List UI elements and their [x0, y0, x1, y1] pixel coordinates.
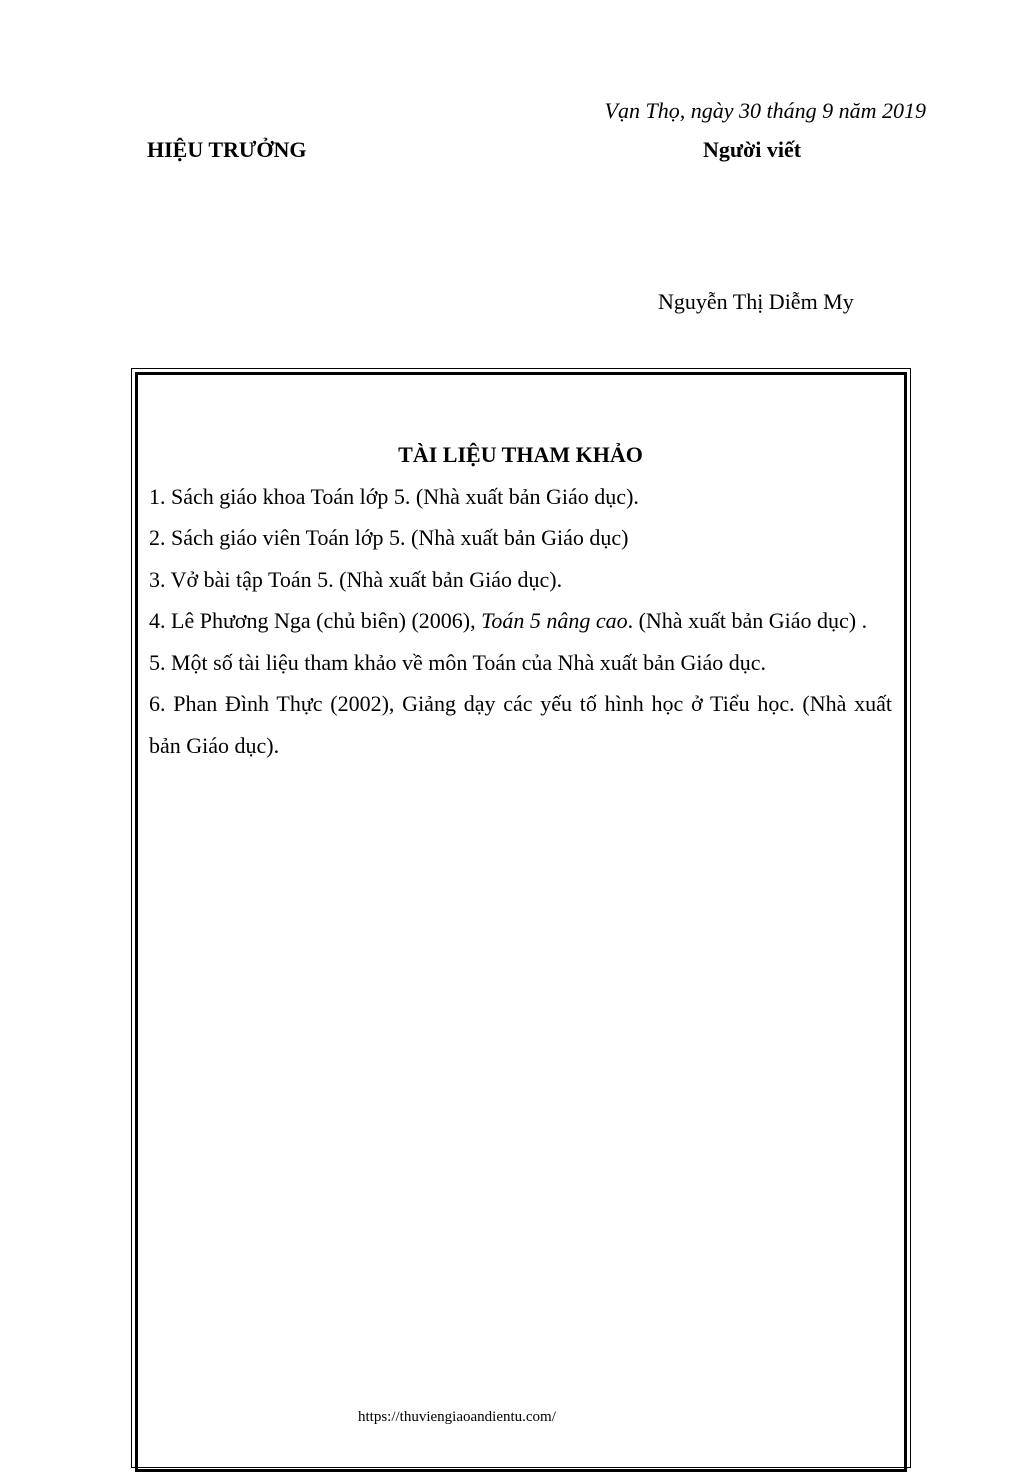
references-title: TÀI LIỆU THAM KHẢO — [398, 442, 643, 467]
reference-item-6: 6. Phan Đình Thực (2002), Giảng dạy các yếu tố hình học ở Tiểu học. (Nhà xuất bản Giáo dục). — [149, 691, 892, 758]
reference-item-2: 2. Sách giáo viên Toán lớp 5. (Nhà xuất bản Giáo dục) — [149, 525, 629, 550]
references-section — [149, 434, 892, 766]
reference-item-5: 5. Một số tài liệu tham khảo về môn Toán của Nhà xuất bản Giáo dục. — [149, 649, 766, 675]
principal-title: HIỆU TRƯỞNG — [147, 137, 307, 162]
reference-item-4 — [149, 600, 892, 642]
writer-title: Người viết — [703, 137, 802, 162]
reference-item-3: 3. Vở bài tập Toán 5. (Nhà xuất bản Giáo dục). — [149, 566, 563, 592]
reference-item-1: 1. Sách giáo khoa Toán lớp 5. (Nhà xuất bản Giáo dục). — [149, 483, 639, 509]
place-date: Vạn Thọ, ngày 30 tháng 9 năm 2019 — [604, 98, 926, 123]
reference-item-4-prefix: 4. Lê Phương Nga (chủ biên) (2006), — [149, 608, 482, 633]
writer-name: Nguyễn Thị Diễm My — [658, 289, 854, 314]
reference-item-4-suffix: . (Nhà xuất bản Giáo dục) . — [627, 608, 868, 633]
footer-url[interactable]: https://thuviengiaoandientu.com/ — [358, 1409, 556, 1425]
reference-item-4-book-title: Toán 5 nâng cao — [481, 608, 628, 633]
